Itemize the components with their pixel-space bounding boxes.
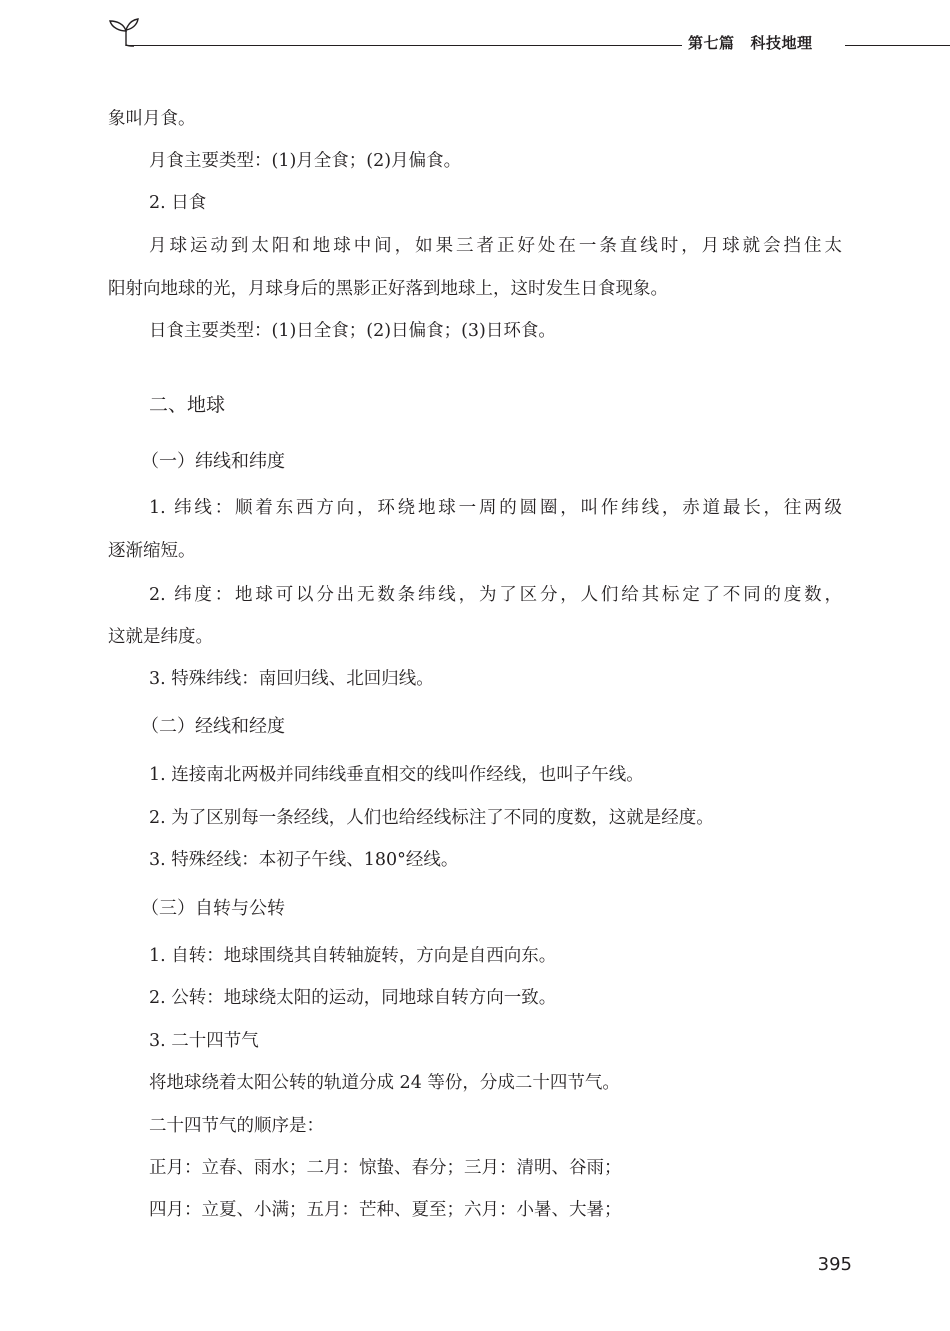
paragraph-line: 二十四节气的顺序是： bbox=[149, 1116, 324, 1136]
paragraph-line: 月食主要类型：(1)月全食；(2)月偏食。 bbox=[149, 151, 462, 171]
paragraph-line: 正月：立春、雨水；二月：惊蛰、春分；三月：清明、谷雨； bbox=[149, 1158, 622, 1178]
subsection-heading: （二）经线和经度 bbox=[141, 716, 285, 737]
paragraph-line: 1. 自转：地球围绕其自转轴旋转，方向是自西向东。 bbox=[149, 946, 557, 966]
list-heading: 2. 日食 bbox=[149, 193, 207, 213]
subsection-heading: （一）纬线和纬度 bbox=[141, 451, 285, 472]
list-heading: 3. 二十四节气 bbox=[149, 1031, 259, 1051]
paragraph-line: 日食主要类型：(1)日全食；(2)日偏食；(3)日环食。 bbox=[149, 321, 556, 341]
paragraph-line: 这就是纬度。 bbox=[108, 627, 213, 647]
paragraph-line: 3. 特殊经线：本初子午线、180°经线。 bbox=[149, 850, 459, 870]
page-header bbox=[0, 0, 950, 60]
chapter-title: 科技地理 bbox=[750, 34, 813, 52]
sprout-icon bbox=[104, 18, 140, 48]
paragraph-line: 1. 连接南北两极并同纬线垂直相交的线叫作经线，也叫子午线。 bbox=[149, 765, 644, 785]
header-rule-right bbox=[845, 45, 950, 46]
paragraph-line: 2. 纬度：地球可以分出无数条纬线，为了区分，人们给其标定了不同的度数， bbox=[149, 585, 842, 605]
header-rule-left bbox=[126, 45, 682, 46]
paragraph-line: 象叫月食。 bbox=[108, 109, 196, 129]
paragraph-line: 四月：立夏、小满；五月：芒种、夏至；六月：小暑、大暑； bbox=[149, 1200, 622, 1220]
part-title: 第七篇 bbox=[688, 34, 735, 52]
page-number: 395 bbox=[817, 1254, 852, 1275]
section-heading: 二、地球 bbox=[149, 394, 226, 416]
paragraph-line: 3. 特殊纬线：南回归线、北回归线。 bbox=[149, 669, 434, 689]
subsection-heading: （三）自转与公转 bbox=[141, 898, 285, 919]
paragraph-line: 2. 为了区别每一条经线，人们也给经线标注了不同的度数，这就是经度。 bbox=[149, 808, 714, 828]
paragraph-line: 2. 公转：地球绕太阳的运动，同地球自转方向一致。 bbox=[149, 988, 557, 1008]
paragraph-line: 月球运动到太阳和地球中间，如果三者正好处在一条直线时，月球就会挡住太 bbox=[149, 236, 842, 256]
paragraph-line: 1. 纬线：顺着东西方向，环绕地球一周的圆圈，叫作纬线，赤道最长，往两级 bbox=[149, 498, 842, 518]
paragraph-line: 将地球绕着太阳公转的轨道分成 24 等份，分成二十四节气。 bbox=[149, 1073, 620, 1093]
running-head bbox=[688, 32, 843, 56]
paragraph-line: 逐渐缩短。 bbox=[108, 541, 196, 561]
paragraph-line: 阳射向地球的光，月球身后的黑影正好落到地球上，这时发生日食现象。 bbox=[108, 279, 668, 299]
